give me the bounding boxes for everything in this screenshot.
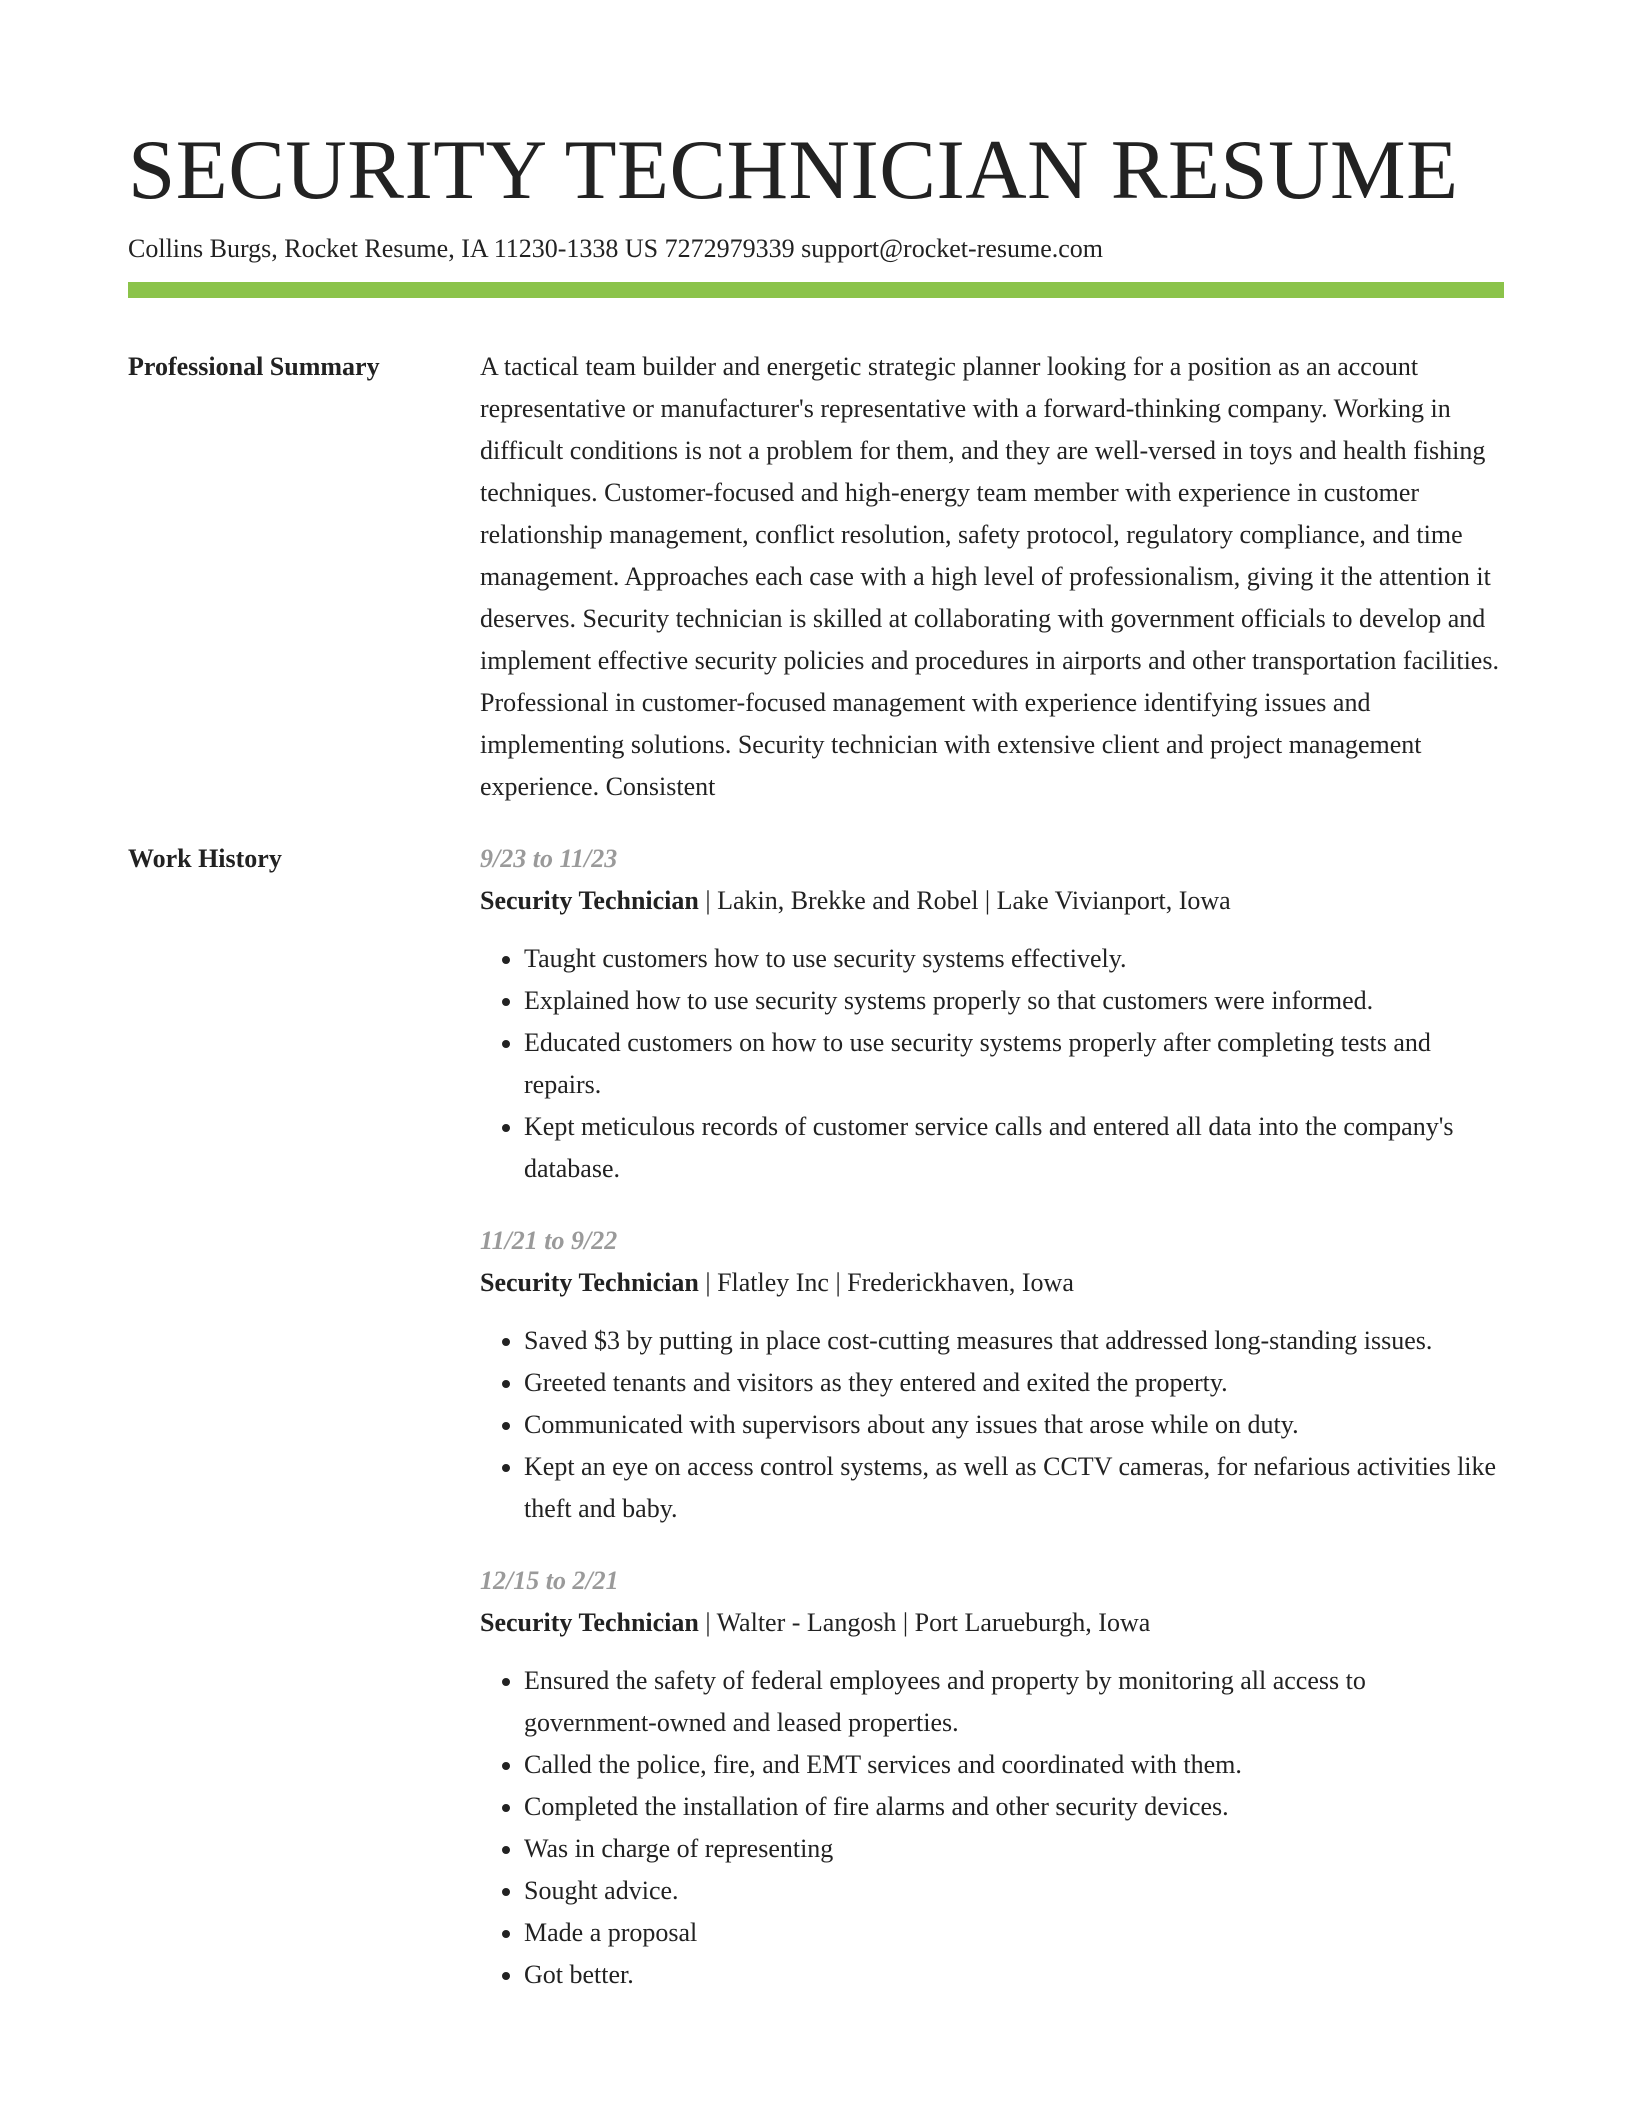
- job-bullet: • Called the police, fire, and EMT services and coordinated with them.: [524, 1744, 1504, 1786]
- job-entry: [480, 1560, 1504, 1996]
- job-dates: 11/21 to 9/22: [480, 1226, 618, 1255]
- job-bullet: • Kept an eye on access control systems, as well as CCTV cameras, for nefarious activities like theft and baby.: [524, 1446, 1504, 1530]
- job-bullet: • Kept meticulous records of customer service calls and entered all data into the company's database.: [524, 1106, 1504, 1190]
- job-bullet: • Greeted tenants and visitors as they entered and exited the property.: [524, 1362, 1504, 1404]
- work-history-section: [128, 838, 1504, 2026]
- job-entry: [480, 1220, 1504, 1530]
- job-title: Security Technician: [480, 1268, 699, 1297]
- professional-summary-section: [128, 346, 1504, 808]
- job-employer-location: | Flatley Inc | Frederickhaven, Iowa: [698, 1268, 1074, 1297]
- job-bullet: • Taught customers how to use security systems effectively.: [524, 938, 1504, 980]
- job-employer-location: | Lakin, Brekke and Robel | Lake Vivianport, Iowa: [698, 886, 1231, 915]
- job-bullet: • Explained how to use security systems properly so that customers were informed.: [524, 980, 1504, 1022]
- job-bullet: • Ensured the safety of federal employees and property by monitoring all access to government-owned and leased properties.: [524, 1660, 1504, 1744]
- job-bullet: • Educated customers on how to use security systems properly after completing tests and repairs.: [524, 1022, 1504, 1106]
- job-bullet: • Sought advice.: [524, 1870, 1504, 1912]
- job-bullet: • Communicated with supervisors about any issues that arose while on duty.: [524, 1404, 1504, 1446]
- job-title-line: [480, 1262, 1504, 1304]
- job-bullet: • Saved $3 by putting in place cost-cutting measures that addressed long-standing issues.: [524, 1320, 1504, 1362]
- professional-summary-body: [480, 346, 1504, 808]
- professional-summary-heading: Professional Summary: [128, 352, 380, 381]
- header-divider: [128, 282, 1504, 298]
- job-bullet-list: [480, 938, 1504, 1190]
- job-dates: 12/15 to 2/21: [480, 1566, 619, 1595]
- job-title: Security Technician: [480, 1608, 699, 1637]
- job-entry: [480, 838, 1504, 1190]
- job-employer-location: | Walter - Langosh | Port Larueburgh, Iowa: [698, 1608, 1151, 1637]
- job-bullet: • Got better.: [524, 1954, 1504, 1996]
- professional-summary-text: A tactical team builder and energetic strategic planner looking for a position as an account representative or manufacturer's representative with a forward-thinking company. Working in difficult conditions is not a problem for them, and they are well-versed in toys and health fishing techniques. Customer-focused and high-energy team member with experience in customer relationship management, conflict resolution, safety protocol, regulatory compliance, and time management. Approaches each case with a high level of professionalism, giving it the attention it deserves. Security technician is skilled at collaborating with government officials to develop and implement effective security policies and procedures in airports and other transportation facilities. Professional in customer-focused management with experience identifying issues and implementing solutions. Security technician with extensive client and project management experience. Consistent: [480, 352, 1499, 801]
- job-title-line: [480, 1602, 1504, 1644]
- job-bullet: • Completed the installation of fire alarms and other security devices.: [524, 1786, 1504, 1828]
- job-title: Security Technician: [480, 886, 699, 915]
- job-dates: 9/23 to 11/23: [480, 844, 618, 873]
- job-title-line: [480, 880, 1504, 922]
- job-bullet-list: [480, 1320, 1504, 1530]
- resume-page: [128, 120, 1504, 2026]
- work-history-heading: Work History: [128, 844, 282, 873]
- resume-title: SECURITY TECHNICIAN RESUME: [128, 123, 1459, 217]
- job-bullet: • Was in charge of representing: [524, 1828, 1504, 1870]
- contact-line: Collins Burgs, Rocket Resume, IA 11230-1338 US 7272979339 support@rocket-resume.com: [128, 234, 1104, 263]
- job-bullet-list: [480, 1660, 1504, 1996]
- job-bullet: • Made a proposal: [524, 1912, 1504, 1954]
- work-history-body: [480, 838, 1504, 2026]
